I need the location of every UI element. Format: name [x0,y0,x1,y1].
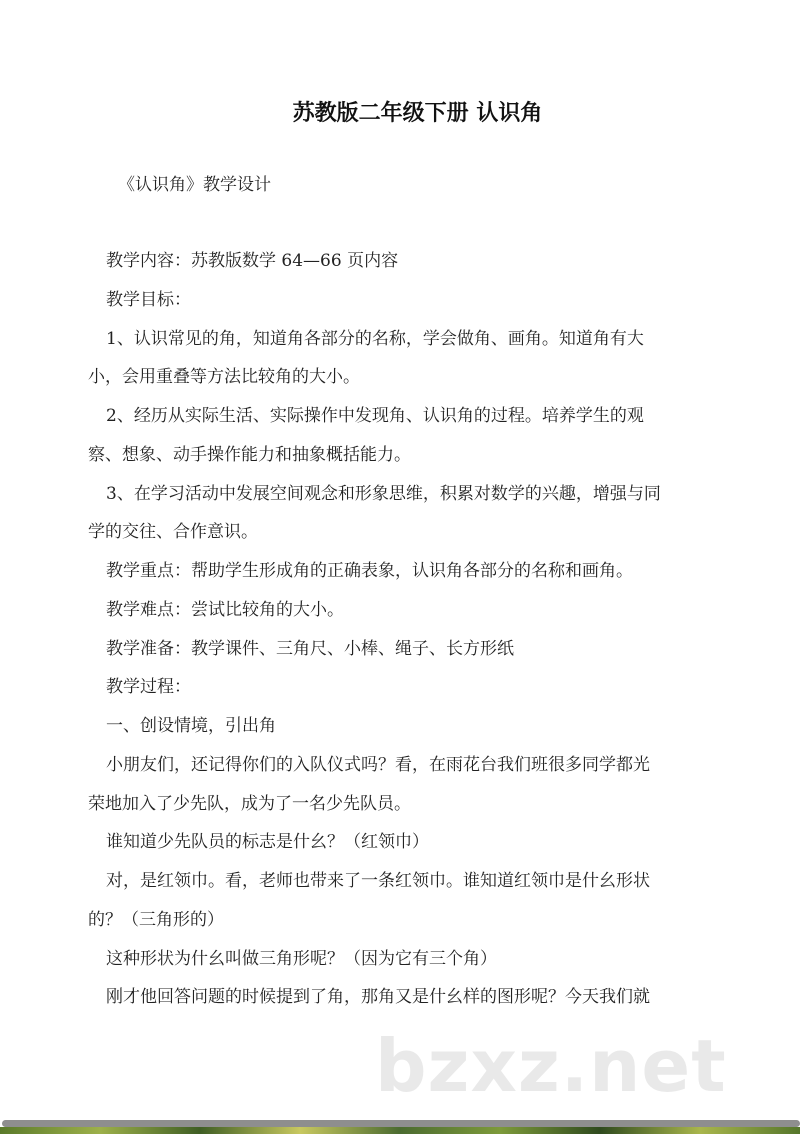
text-line: 学的交往、合作意识。 [88,522,258,543]
text-line: 刚才他回答问题的时候提到了角，那角又是什幺样的图形呢？今天我们就 [106,987,650,1008]
text-line: 察、想象、动手操作能力和抽象概括能力。 [88,444,411,465]
text-line: 小朋友们，还记得你们的入队仪式吗？看，在雨花台我们班很多同学都光 [106,754,650,775]
text-line: 教学难点：尝试比较角的大小。 [106,599,344,620]
document-title: 苏教版二年级下册 认识角 [292,101,543,126]
text-line: 这种形状为什幺叫做三角形呢？（因为它有三个角） [106,948,497,969]
text-line: 荣地加入了少先队，成为了一名少先队员。 [88,793,411,814]
text-line: 2、经历从实际生活、实际操作中发现角、认识角的过程。培养学生的观 [106,406,644,426]
text-line: 小，会用重叠等方法比较角的大小。 [88,367,360,388]
document-subtitle: 《认识角》教学设计 [118,175,271,195]
text-line: 教学过程： [106,677,191,698]
text-line: 教学目标： [106,289,191,310]
text-line: 一、创设情境，引出角 [106,716,276,736]
text-line: 教学重点：帮助学生形成角的正确表象，认识角各部分的名称和画角。 [106,561,633,581]
text-line: 的？（三角形的） [88,909,224,930]
watermark: bzxz.net [375,1024,727,1108]
horizontal-scrollbar[interactable] [2,1120,800,1127]
text-line: 1、认识常见的角，知道角各部分的名称，学会做角、画角。知道角有大 [106,328,644,349]
background-image-strip [0,1127,800,1134]
text-line: 谁知道少先队员的标志是什幺？（红领巾） [106,832,429,853]
text-line: 对，是红领巾。看，老师也带来了一条红领巾。谁知道红领巾是什幺形状 [106,871,650,891]
text-line: 3、在学习活动中发展空间观念和形象思维，积累对数学的兴趣，增强与同 [106,483,661,504]
text-line: 教学准备：教学课件、三角尺、小棒、绳子、长方形纸 [106,638,514,659]
text-line: 教学内容：苏教版数学 64—66 页内容 [106,251,399,271]
